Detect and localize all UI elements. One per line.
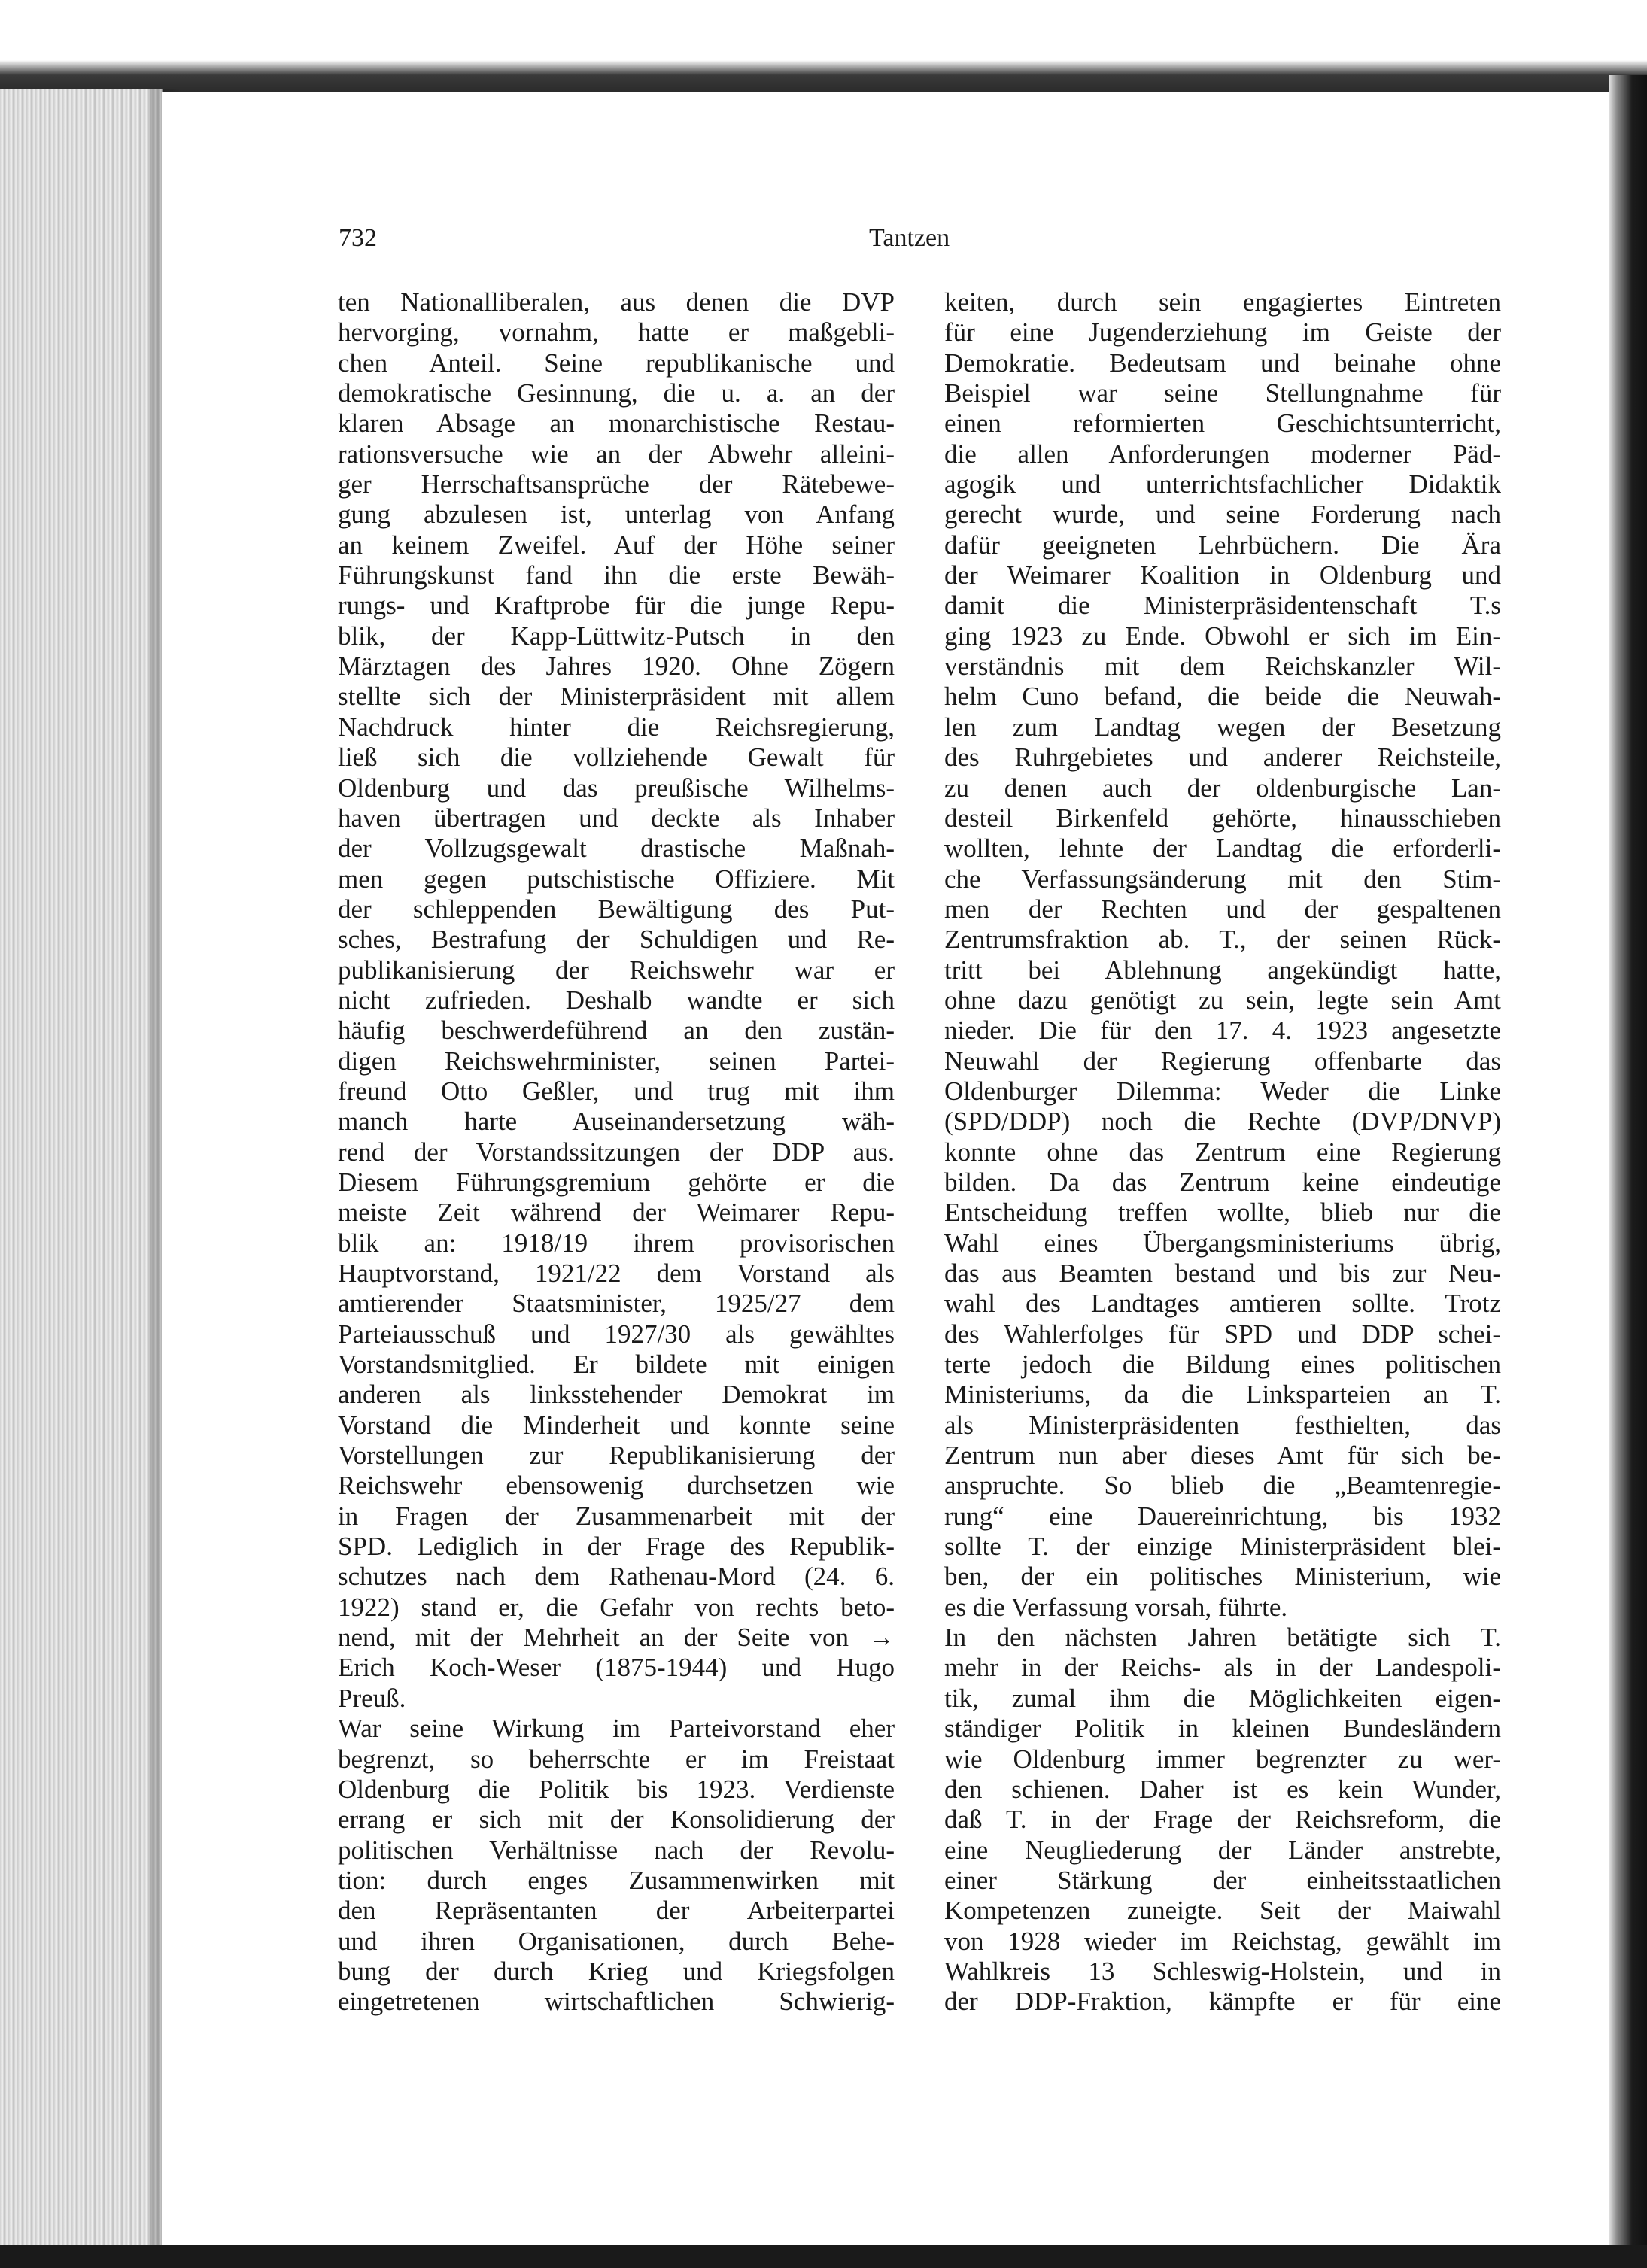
text-line: 1922) stand er, die Gefahr von rechts beto- [338, 1592, 895, 1622]
text-line: der schleppenden Bewältigung des Put- [338, 894, 895, 924]
text-line: ließ sich die vollziehende Gewalt für [338, 742, 895, 773]
text-line: ging 1923 zu Ende. Obwohl er sich im Ein- [944, 621, 1501, 651]
text-line: haven übertragen und deckte als Inhaber [338, 803, 895, 833]
text-line: Oldenburger Dilemma: Weder die Linke [944, 1076, 1501, 1106]
text-line: digen Reichswehrminister, seinen Partei- [338, 1046, 895, 1076]
text-line: wollten, lehnte der Landtag die erforderli- [944, 833, 1501, 864]
text-line: des Ruhrgebietes und anderer Reichsteile, [944, 742, 1501, 773]
text-line: Kompetenzen zuneigte. Seit der Maiwahl [944, 1896, 1501, 1926]
text-line: begrenzt, so beherrschte er im Freistaat [338, 1744, 895, 1774]
text-line: Zentrumsfraktion ab. T., der seinen Rück- [944, 925, 1501, 955]
text-line: Hauptvorstand, 1921/22 dem Vorstand als [338, 1258, 895, 1288]
text-line: sollte T. der einzige Ministerpräsident blei- [944, 1532, 1501, 1562]
text-line: der DDP-Fraktion, kämpfte er für eine [944, 1987, 1501, 2017]
text-line: bilden. Da das Zentrum keine eindeutige [944, 1167, 1501, 1197]
text-line: tritt bei Ablehnung angekündigt hatte, [944, 955, 1501, 985]
text-line: den Repräsentanten der Arbeiterpartei [338, 1896, 895, 1926]
text-line: die allen Anforderungen moderner Päd- [944, 439, 1501, 469]
text-column-left [338, 287, 895, 2018]
text-line: agogik und unterrichtsfachlicher Didaktik [944, 469, 1501, 499]
text-line: len zum Landtag wegen der Besetzung [944, 712, 1501, 742]
text-line: dafür geeigneten Lehrbüchern. Die Ära [944, 530, 1501, 560]
page-number: 732 [339, 224, 377, 252]
text-line: ger Herrschaftsansprüche der Rätebewe- [338, 469, 895, 499]
text-line: desteil Birkenfeld gehörte, hinausschieben [944, 803, 1501, 833]
text-line: tion: durch enges Zusammenwirken mit [338, 1865, 895, 1895]
text-line: manch harte Auseinandersetzung wäh- [338, 1107, 895, 1137]
text-line: blik, der Kapp-Lüttwitz-Putsch in den [338, 621, 895, 651]
text-line: des Wahlerfolges für SPD und DDP schei- [944, 1319, 1501, 1349]
scan-background-top [0, 0, 1647, 105]
text-line: War seine Wirkung im Parteivorstand eher [338, 1714, 895, 1744]
text-line: Vorstellungen zur Republikanisierung der [338, 1441, 895, 1471]
text-line: Entscheidung treffen wollte, blieb nur die [944, 1198, 1501, 1228]
text-line: Zentrum nun aber dieses Amt für sich be- [944, 1441, 1501, 1471]
text-line: damit die Ministerpräsidentenschaft T.s [944, 591, 1501, 621]
text-line: Reichswehr ebensowenig durchsetzen wie [338, 1471, 895, 1501]
text-line: Wahlkreis 13 Schleswig-Holstein, und in [944, 1956, 1501, 1986]
text-line: SPD. Lediglich in der Frage des Republik- [338, 1532, 895, 1562]
text-line: Oldenburg die Politik bis 1923. Verdienste [338, 1774, 895, 1804]
text-line: rationsversuche wie an der Abwehr alleini- [338, 439, 895, 469]
text-line: rend der Vorstandssitzungen der DDP aus. [338, 1137, 895, 1167]
text-line: Führungskunst fand ihn die erste Bewäh- [338, 560, 895, 591]
text-line: häufig beschwerdeführend an den zustän- [338, 1016, 895, 1046]
text-line: Diesem Führungsgremium gehörte er die [338, 1167, 895, 1197]
text-line: Neuwahl der Regierung offenbarte das [944, 1046, 1501, 1076]
text-line: eingetretenen wirtschaftlichen Schwierig- [338, 1987, 895, 2017]
text-line: politischen Verhältnisse nach der Revolu- [338, 1835, 895, 1865]
text-line: ständiger Politik in kleinen Bundesländern [944, 1714, 1501, 1744]
text-line: eine Neugliederung der Länder anstrebte, [944, 1835, 1501, 1865]
text-line: es die Verfassung vorsah, führte. [944, 1592, 1288, 1622]
text-line: men gegen putschistische Offiziere. Mit [338, 864, 895, 894]
text-line: (SPD/DDP) noch die Rechte (DVP/DNVP) [944, 1107, 1501, 1137]
text-line: klaren Absage an monarchistische Restau- [338, 408, 895, 439]
text-line: anspruchte. So blieb die „Beamtenregie- [944, 1471, 1501, 1501]
text-line: Demokratie. Bedeutsam und beinahe ohne [944, 348, 1501, 378]
text-line: anderen als linksstehender Demokrat im [338, 1380, 895, 1410]
text-line: ten Nationalliberalen, aus denen die DVP [338, 287, 895, 317]
text-line: amtierender Staatsminister, 1925/27 dem [338, 1289, 895, 1319]
text-line: Vorstandsmitglied. Er bildete mit einigen [338, 1350, 895, 1380]
text-line: stellte sich der Ministerpräsident mit allem [338, 682, 895, 712]
text-line: der Vollzugsgewalt drastische Maßnah- [338, 833, 895, 864]
text-line: freund Otto Geßler, und trug mit ihm [338, 1076, 895, 1106]
text-line: Parteiausschuß und 1927/30 als gewähltes [338, 1319, 895, 1349]
text-line: schutzes nach dem Rathenau-Mord (24. 6. [338, 1562, 895, 1592]
text-line: das aus Beamten bestand und bis zur Neu- [944, 1258, 1501, 1288]
text-line: daß T. in der Frage der Reichsreform, die [944, 1805, 1501, 1835]
text-line: demokratische Gesinnung, die u. a. an der [338, 378, 895, 408]
text-line: Oldenburg und das preußische Wilhelms- [338, 773, 895, 803]
text-line: von 1928 wieder im Reichstag, gewählt im [944, 1926, 1501, 1956]
text-line: In den nächsten Jahren betätigte sich T. [944, 1623, 1501, 1653]
text-line: Erich Koch-Weser (1875-1944) und Hugo [338, 1653, 895, 1683]
text-line: der Weimarer Koalition in Oldenburg und [944, 560, 1501, 591]
book-page-edges [0, 89, 163, 2248]
text-line: mehr in der Reichs- als in der Landespoli- [944, 1653, 1501, 1683]
text-line: rungs- und Kraftprobe für die junge Repu- [338, 591, 895, 621]
text-line: ben, der ein politisches Ministerium, wie [944, 1562, 1501, 1592]
text-line: publikanisierung der Reichswehr war er [338, 955, 895, 985]
text-line: Märztagen des Jahres 1920. Ohne Zögern [338, 651, 895, 682]
text-line: bung der durch Krieg und Kriegsfolgen [338, 1956, 895, 1986]
text-line: hervorging, vornahm, hatte er maßgebli- [338, 317, 895, 348]
text-line: meiste Zeit während der Weimarer Repu- [338, 1198, 895, 1228]
text-line: zu denen auch der oldenburgische Lan- [944, 773, 1501, 803]
scan-edge-right [1609, 75, 1647, 2268]
text-line: blik an: 1918/19 ihrem provisorischen [338, 1228, 895, 1258]
text-line: wie Oldenburg immer begrenzter zu wer- [944, 1744, 1501, 1774]
text-line: keiten, durch sein engagiertes Eintreten [944, 287, 1501, 317]
text-line: men der Rechten und der gespaltenen [944, 894, 1501, 924]
text-line: den schienen. Daher ist es kein Wunder, [944, 1774, 1501, 1804]
text-line: einer Stärkung der einheitsstaatlichen [944, 1865, 1501, 1895]
text-line: tik, zumal ihm die Möglichkeiten eigen- [944, 1683, 1501, 1713]
text-line: errang er sich mit der Konsolidierung der [338, 1805, 895, 1835]
text-line: gung abzulesen ist, unterlag von Anfang [338, 499, 895, 530]
scan-edge-bottom [0, 2245, 1647, 2268]
text-line: Preuß. [338, 1683, 406, 1713]
text-line: terte jedoch die Bildung eines politischen [944, 1350, 1501, 1380]
text-line: sches, Bestrafung der Schuldigen und Re- [338, 925, 895, 955]
text-line: chen Anteil. Seine republikanische und [338, 348, 895, 378]
text-line: Ministeriums, da die Linksparteien an T. [944, 1380, 1501, 1410]
text-line: an keinem Zweifel. Auf der Höhe seiner [338, 530, 895, 560]
text-line: nieder. Die für den 17. 4. 1923 angesetzte [944, 1016, 1501, 1046]
text-line: für eine Jugenderziehung im Geiste der [944, 317, 1501, 348]
text-line: einen reformierten Geschichtsunterricht, [944, 408, 1501, 439]
text-line: gerecht wurde, und seine Forderung nach [944, 499, 1501, 530]
text-line: verständnis mit dem Reichskanzler Wil- [944, 651, 1501, 682]
text-line: konnte ohne das Zentrum eine Regierung [944, 1137, 1501, 1167]
text-line: helm Cuno befand, die beide die Neuwah- [944, 682, 1501, 712]
text-line: ohne dazu genötigt zu sein, legte sein Amt [944, 985, 1501, 1015]
text-line: che Verfassungsänderung mit den Stim- [944, 864, 1501, 894]
text-line: rung“ eine Dauereinrichtung, bis 1932 [944, 1501, 1501, 1531]
text-line: wahl des Landtages amtieren sollte. Trotz [944, 1289, 1501, 1319]
running-title: Tantzen [869, 224, 950, 252]
text-line: Beispiel war seine Stellungnahme für [944, 378, 1501, 408]
text-line: und ihren Organisationen, durch Behe- [338, 1926, 895, 1956]
text-column-right [944, 287, 1501, 2018]
text-line: Nachdruck hinter die Reichsregierung, [338, 712, 895, 742]
text-line: Wahl eines Übergangsministeriums übrig, [944, 1228, 1501, 1258]
text-line: als Ministerpräsidenten festhielten, das [944, 1410, 1501, 1440]
text-line: nend, mit der Mehrheit an der Seite von → [338, 1623, 895, 1653]
text-line: nicht zufrieden. Deshalb wandte er sich [338, 985, 895, 1015]
text-line: Vorstand die Minderheit und konnte seine [338, 1410, 895, 1440]
text-line: in Fragen der Zusammenarbeit mit der [338, 1501, 895, 1531]
